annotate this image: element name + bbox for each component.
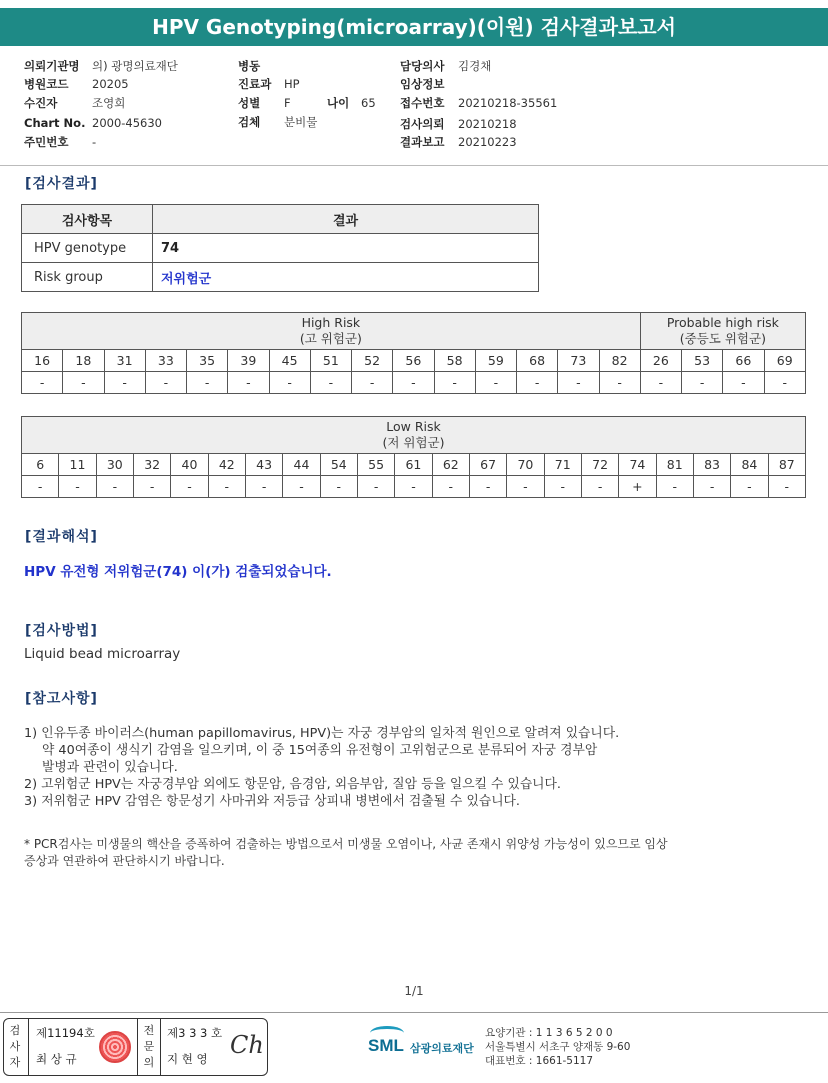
high-risk-value-cell: -: [434, 372, 475, 394]
low-risk-value-cell: -: [133, 476, 170, 498]
result-item-risk: Risk group: [22, 263, 153, 292]
section-method-title: [검사방법]: [25, 623, 98, 639]
info-ward: 병동: [238, 59, 261, 73]
inspector-number: 제11194호: [36, 1026, 95, 1040]
signature-box: [3, 1018, 268, 1076]
high-risk-type-cell: 33: [145, 350, 186, 372]
high-risk-type-cell: 52: [352, 350, 393, 372]
low-risk-type-cell: 62: [432, 454, 469, 476]
sml-logo: SML 삼광의료재단: [368, 1030, 478, 1060]
vertical-char: 의: [143, 1056, 155, 1069]
info-resident-no: 주민번호 -: [24, 135, 97, 149]
result-header-item: 검사항목: [22, 205, 153, 234]
result-header-result: 결과: [153, 205, 539, 234]
interpretation-text: HPV 유전형 저위험군(74) 이(가) 검출되었습니다.: [24, 564, 332, 580]
inspector-label: [8, 1023, 22, 1071]
low-risk-value-cell: -: [656, 476, 693, 498]
info-chart-no: Chart No. 2000-45630: [24, 116, 162, 130]
info-department: 진료과 HP: [238, 77, 300, 91]
report-title: HPV Genotyping(microarray)(이원) 검사결과보고서: [0, 8, 828, 46]
info-sex: 성별 F: [238, 96, 291, 110]
high-risk-type-cell: 16: [22, 350, 63, 372]
probable-risk-header: Probable high risk (중등도 위험군): [640, 313, 805, 350]
low-risk-value-cell: -: [768, 476, 805, 498]
low-risk-type-cell: 42: [208, 454, 245, 476]
high-risk-value-cell: -: [558, 372, 599, 394]
low-risk-type-cell: 83: [693, 454, 730, 476]
patient-info: [0, 55, 828, 165]
high-risk-type-cell: 18: [63, 350, 104, 372]
footnote-line-2: 증상과 연관하여 판단하시기 바랍니다.: [24, 854, 225, 868]
low-risk-type-cell: 6: [22, 454, 59, 476]
high-risk-value-cell: -: [145, 372, 186, 394]
low-risk-value-cell: -: [432, 476, 469, 498]
high-risk-type-cell: 45: [269, 350, 310, 372]
high-risk-value-cell: -: [764, 372, 806, 394]
high-risk-type-cell: 39: [228, 350, 269, 372]
low-risk-type-cell: 40: [171, 454, 208, 476]
footer-divider: [0, 1012, 828, 1013]
high-risk-type-cell: 53: [682, 350, 723, 372]
org-code: 요양기관 : 1 1 3 6 5 2 0 0: [485, 1027, 613, 1039]
low-risk-type-cell: 72: [581, 454, 618, 476]
table-row: [22, 263, 539, 292]
section-interpretation-title: [결과해석]: [25, 529, 98, 545]
low-risk-value-cell: -: [507, 476, 544, 498]
info-divider: [0, 165, 828, 166]
high-risk-value-cell: -: [393, 372, 434, 394]
result-item-genotype: HPV genotype: [22, 234, 153, 263]
high-risk-type-cell: 31: [104, 350, 145, 372]
table-row: [22, 234, 539, 263]
info-doctor: 담당의사 김경채: [400, 59, 492, 73]
low-risk-type-cell: 61: [395, 454, 432, 476]
vertical-char: 검: [9, 1024, 21, 1037]
result-value-risk: 저위험군: [153, 263, 539, 292]
handwritten-signature: Ch: [230, 1031, 264, 1059]
vertical-char: 문: [143, 1040, 155, 1053]
low-risk-type-cell: 44: [283, 454, 320, 476]
result-value-genotype: 74: [153, 234, 539, 263]
note-1c: 발병과 관련이 있습니다.: [42, 760, 178, 775]
info-patient: 수진자 조영희: [24, 96, 126, 110]
vertical-char: 사: [9, 1040, 21, 1053]
note-2: 2) 고위험군 HPV는 자궁경부암 외에도 항문암, 음경암, 외음부암, 질암 등을 일으킬 수 있습니다.: [24, 777, 561, 792]
high-risk-value-cell: -: [517, 372, 558, 394]
high-risk-type-cell: 82: [599, 350, 640, 372]
low-risk-value-cell: -: [320, 476, 357, 498]
low-risk-type-cell: 11: [59, 454, 96, 476]
low-risk-type-cell: 87: [768, 454, 805, 476]
section-notes-title: [참고사항]: [25, 691, 98, 707]
info-request-date: 검사의뢰 20210218: [400, 117, 517, 131]
low-risk-value-cell: -: [208, 476, 245, 498]
high-risk-type-cell: 73: [558, 350, 599, 372]
high-risk-value-cell: -: [352, 372, 393, 394]
low-risk-value-cell: -: [693, 476, 730, 498]
high-risk-type-cell: 58: [434, 350, 475, 372]
low-risk-type-cell: 81: [656, 454, 693, 476]
high-risk-value-cell: -: [187, 372, 228, 394]
info-hospital-code: 병원코드 20205: [24, 77, 129, 91]
footnote-line-1: * PCR검사는 미생물의 핵산을 증폭하여 검출하는 방법으로서 미생물 오염이나, 사균 존재시 위양성 가능성이 있으므로 임상: [24, 837, 668, 851]
notes-list: [24, 725, 804, 810]
low-risk-value-cell: -: [59, 476, 96, 498]
expert-name: 지 현 영: [167, 1052, 208, 1066]
low-risk-table: [21, 416, 806, 498]
page-number: 1/1: [404, 984, 424, 998]
high-risk-type-cell: 66: [723, 350, 764, 372]
sign-divider: [137, 1019, 138, 1075]
high-risk-value-cell: -: [723, 372, 764, 394]
high-risk-type-cell: 56: [393, 350, 434, 372]
note-3: 3) 저위험군 HPV 감염은 항문성기 사마귀와 저등급 상피내 병변에서 검출될 수 있습니다.: [24, 794, 520, 809]
high-risk-value-cell: -: [475, 372, 516, 394]
low-risk-value-cell: +: [619, 476, 656, 498]
low-risk-value-cell: -: [395, 476, 432, 498]
org-address: 서울특별시 서초구 양재동 9-60: [485, 1041, 631, 1053]
low-risk-value-cell: -: [22, 476, 59, 498]
low-risk-header: Low Risk (저 위험군): [22, 417, 806, 454]
note-1b: 약 40여종이 생식기 감염을 일으키며, 이 중 15여종의 유전형이 고위험군으로 분류되어 자궁 경부암: [42, 743, 598, 758]
low-risk-type-cell: 54: [320, 454, 357, 476]
high-risk-type-cell: 26: [640, 350, 681, 372]
footnote: [24, 836, 814, 870]
low-risk-type-cell: 32: [133, 454, 170, 476]
section-result-title: [검사결과]: [25, 176, 98, 192]
low-risk-type-cell: 74: [619, 454, 656, 476]
low-risk-type-cell: 70: [507, 454, 544, 476]
info-receipt-no: 접수번호 20210218-35561: [400, 96, 558, 110]
organization-info: [485, 1026, 630, 1068]
note-1a: 1) 인유두종 바이러스(human papillomavirus, HPV)는 자궁 경부암의 일차적 원인으로 알려져 있습니다.: [24, 726, 620, 741]
low-risk-value-cell: -: [469, 476, 506, 498]
high-risk-type-cell: 35: [187, 350, 228, 372]
high-risk-value-cell: -: [599, 372, 640, 394]
high-risk-value-cell: -: [104, 372, 145, 394]
high-risk-value-cell: -: [228, 372, 269, 394]
high-risk-value-cell: -: [22, 372, 63, 394]
low-risk-value-cell: -: [96, 476, 133, 498]
high-risk-header: High Risk (고 위험군): [22, 313, 641, 350]
vertical-char: 자: [9, 1056, 21, 1069]
low-risk-value-cell: -: [581, 476, 618, 498]
low-risk-value-cell: -: [731, 476, 768, 498]
low-risk-type-cell: 71: [544, 454, 581, 476]
high-risk-value-cell: -: [269, 372, 310, 394]
low-risk-type-cell: 43: [245, 454, 282, 476]
expert-label: [142, 1023, 156, 1071]
vertical-char: 전: [143, 1024, 155, 1037]
org-phone: 대표번호 : 1661-5117: [485, 1055, 594, 1067]
low-risk-type-cell: 55: [357, 454, 394, 476]
high-risk-table: [21, 312, 806, 394]
high-risk-type-cell: 69: [764, 350, 806, 372]
result-table: [21, 204, 539, 292]
low-risk-value-cell: -: [357, 476, 394, 498]
high-risk-value-cell: -: [310, 372, 351, 394]
low-risk-type-cell: 30: [96, 454, 133, 476]
info-report-date: 결과보고 20210223: [400, 135, 517, 149]
info-age: 나이 65: [327, 96, 376, 110]
high-risk-type-cell: 59: [475, 350, 516, 372]
high-risk-type-cell: 51: [310, 350, 351, 372]
method-text: Liquid bead microarray: [24, 646, 181, 662]
info-institution: 의뢰기관명 의) 광명의료재단: [24, 59, 178, 73]
low-risk-value-cell: -: [171, 476, 208, 498]
sign-divider: [28, 1019, 29, 1075]
low-risk-type-cell: 67: [469, 454, 506, 476]
low-risk-value-cell: -: [283, 476, 320, 498]
low-risk-value-cell: -: [544, 476, 581, 498]
expert-number: 제3 3 3 호: [167, 1026, 223, 1040]
low-risk-type-cell: 84: [731, 454, 768, 476]
low-risk-value-cell: -: [245, 476, 282, 498]
inspector-name: 최 상 규: [36, 1052, 77, 1066]
high-risk-value-cell: -: [682, 372, 723, 394]
info-specimen: 검체 분비물: [238, 115, 318, 129]
sign-divider: [160, 1019, 161, 1075]
high-risk-type-cell: 68: [517, 350, 558, 372]
high-risk-value-cell: -: [63, 372, 104, 394]
info-clinical: 임상정보: [400, 77, 445, 91]
high-risk-value-cell: -: [640, 372, 681, 394]
official-seal: [99, 1031, 131, 1063]
